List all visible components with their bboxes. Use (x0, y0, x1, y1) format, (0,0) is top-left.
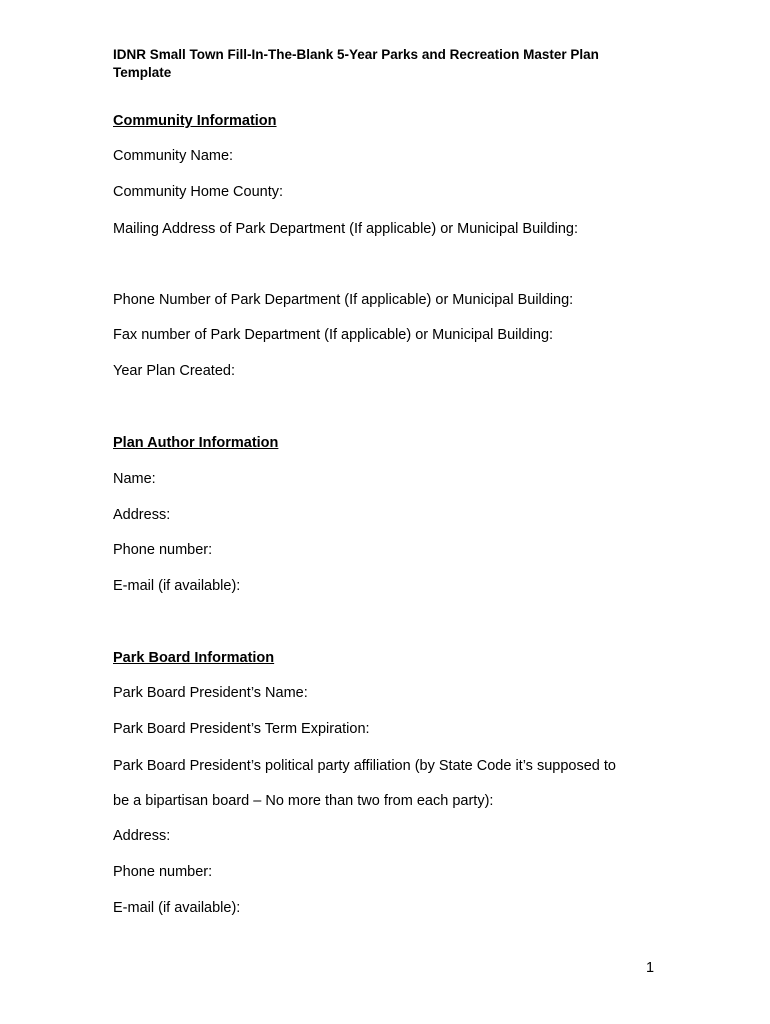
board-president-name-label: Park Board President’s Name: (113, 685, 308, 701)
community-name-label: Community Name: (113, 148, 234, 164)
year-plan-created-label: Year Plan Created: (113, 363, 235, 379)
mailing-address-label: Mailing Address of Park Department (If applicable) or Municipal Building: (113, 221, 579, 237)
community-county-label: Community Home County: (113, 184, 284, 200)
page-number: 1 (646, 960, 655, 976)
community-information-heading: Community Information (113, 113, 277, 129)
board-president-party-label-line1: Park Board President’s political party affiliation (by State Code it’s supposed to (113, 758, 616, 774)
document-title: IDNR Small Town Fill-In-The-Blank 5-Year Parks and Recreation Master Plan Template (113, 47, 599, 80)
park-board-information-heading: Park Board Information (113, 650, 275, 666)
board-president-party-label-line2: be a bipartisan board – No more than two from each party): (113, 793, 494, 809)
author-address-label: Address: (113, 507, 171, 523)
department-phone-label: Phone Number of Park Department (If applicable) or Municipal Building: (113, 292, 574, 308)
author-email-label: E-mail (if available): (113, 578, 241, 594)
author-name-label: Name: (113, 471, 156, 487)
board-email-label: E-mail (if available): (113, 900, 241, 916)
board-address-label: Address: (113, 828, 171, 844)
board-president-term-label: Park Board President’s Term Expiration: (113, 721, 370, 737)
board-phone-label: Phone number: (113, 864, 213, 880)
department-fax-label: Fax number of Park Department (If applicable) or Municipal Building: (113, 327, 554, 343)
author-phone-label: Phone number: (113, 542, 213, 558)
plan-author-information-heading: Plan Author Information (113, 435, 279, 451)
